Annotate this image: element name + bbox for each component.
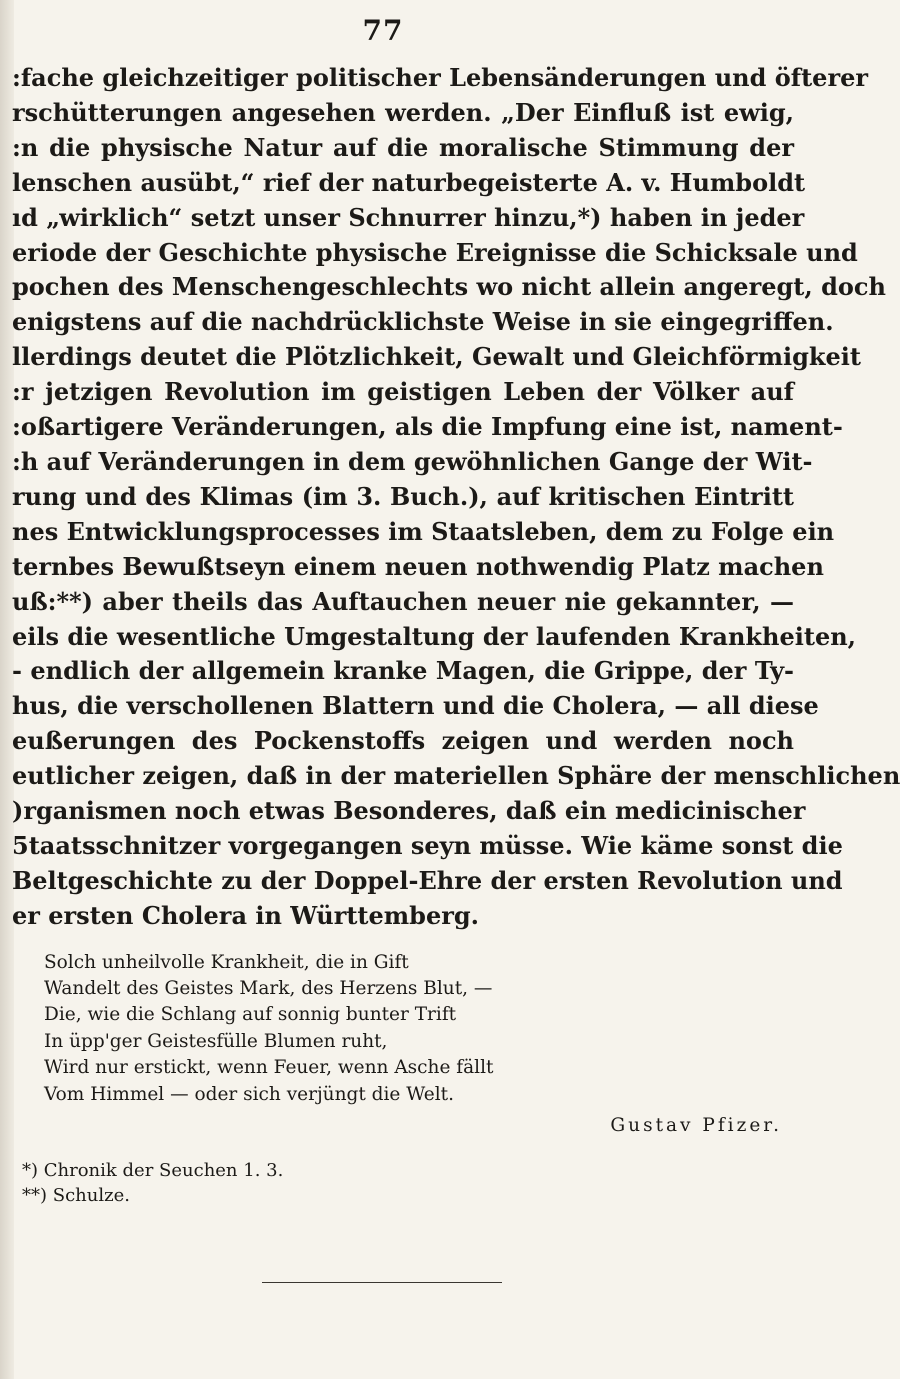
poem-line: Wandelt des Geistes Mark, des Herzens Blut, — bbox=[44, 978, 493, 1000]
text-line: :n die physische Natur auf die moralische Stimmung der bbox=[12, 132, 794, 162]
text-line: ternbes Bewußtseyn einem neuen nothwendig Platz machen bbox=[12, 551, 824, 581]
book-page bbox=[12, 14, 900, 1208]
text-line: eriode der Geschichte physische Ereignisse die Schicksale und bbox=[12, 237, 858, 267]
poem-line: Die, wie die Schlang auf sonnig bunter Trift bbox=[44, 1004, 457, 1026]
text-line: enigstens auf die nachdrücklichste Weise in sie eingegriffen. bbox=[12, 307, 834, 337]
poem-line: Vom Himmel — oder sich verjüngt die Welt. bbox=[44, 1083, 454, 1105]
text-line: uß:**) aber theils das Auftauchen neuer nie gekannter, — bbox=[12, 586, 794, 616]
text-line: rung und des Klimas (im 3. Buch.), auf kritischen Eintritt bbox=[12, 481, 794, 511]
poem-line: Solch unheilvolle Krankheit, die in Gift bbox=[44, 951, 409, 973]
text-line: lenschen ausübt,“ rief der naturbegeisterte A. v. Humboldt bbox=[12, 167, 806, 197]
text-line: :r jetzigen Revolution im geistigen Leben der Völker auf bbox=[12, 377, 794, 407]
footnote: *) Chronik der Seuchen 1. 3. bbox=[22, 1160, 284, 1182]
text-line: rschütterungen angesehen werden. „Der Einfluß ist ewig, bbox=[12, 97, 794, 127]
text-line: eußerungen des Pockenstoffs zeigen und werden noch bbox=[12, 726, 794, 756]
text-line: :h auf Veränderungen in dem gewöhnlichen Gange der Wit- bbox=[12, 446, 813, 476]
text-line: hus, die verschollenen Blattern und die Cholera, — all diese bbox=[12, 691, 819, 721]
text-line: eutlicher zeigen, daß in der materiellen Sphäre der menschlichen bbox=[12, 761, 900, 791]
page-number: 77 bbox=[362, 14, 404, 47]
text-line: :oßartigere Veränderungen, als die Impfung eine ist, nament- bbox=[12, 412, 843, 442]
text-line: - endlich der allgemein kranke Magen, die Grippe, der Ty- bbox=[12, 656, 794, 686]
text-line: ıd „wirklich“ setzt unser Schnurrer hinzu,*) haben in jeder bbox=[12, 202, 805, 232]
text-line: nes Entwicklungsprocesses im Staatsleben, dem zu Folge ein bbox=[12, 516, 835, 546]
body-text bbox=[12, 61, 900, 934]
text-line: er ersten Cholera in Württemberg. bbox=[12, 900, 480, 930]
poem-line: In üpp'ger Geistesfülle Blumen ruht, bbox=[44, 1030, 388, 1052]
footnote: **) Schulze. bbox=[22, 1185, 130, 1207]
text-line: eils die wesentliche Umgestaltung der laufenden Krankheiten, bbox=[12, 621, 857, 651]
text-line: )rganismen noch etwas Besonderes, daß ein medicinischer bbox=[12, 796, 806, 826]
footnotes bbox=[12, 1158, 794, 1208]
text-line: pochen des Menschengeschlechts wo nicht allein angeregt, doch bbox=[12, 272, 886, 302]
poem-quote bbox=[12, 950, 794, 1140]
text-line: :fache gleichzeitiger politischer Lebensänderungen und öfterer bbox=[12, 63, 868, 92]
poem-line: Wird nur erstickt, wenn Feuer, wenn Asche fällt bbox=[44, 1057, 494, 1079]
text-line: Beltgeschichte zu der Doppel-Ehre der ersten Revolution und bbox=[12, 865, 843, 895]
text-line: 5taatsschnitzer vorgegangen seyn müsse. Wie käme sonst die bbox=[12, 830, 843, 860]
text-line: llerdings deutet die Plötzlichkeit, Gewalt und Gleichförmigkeit bbox=[12, 342, 861, 372]
poem-author: Gustav Pfizer. bbox=[610, 1115, 782, 1137]
footer-rule bbox=[262, 1282, 502, 1283]
